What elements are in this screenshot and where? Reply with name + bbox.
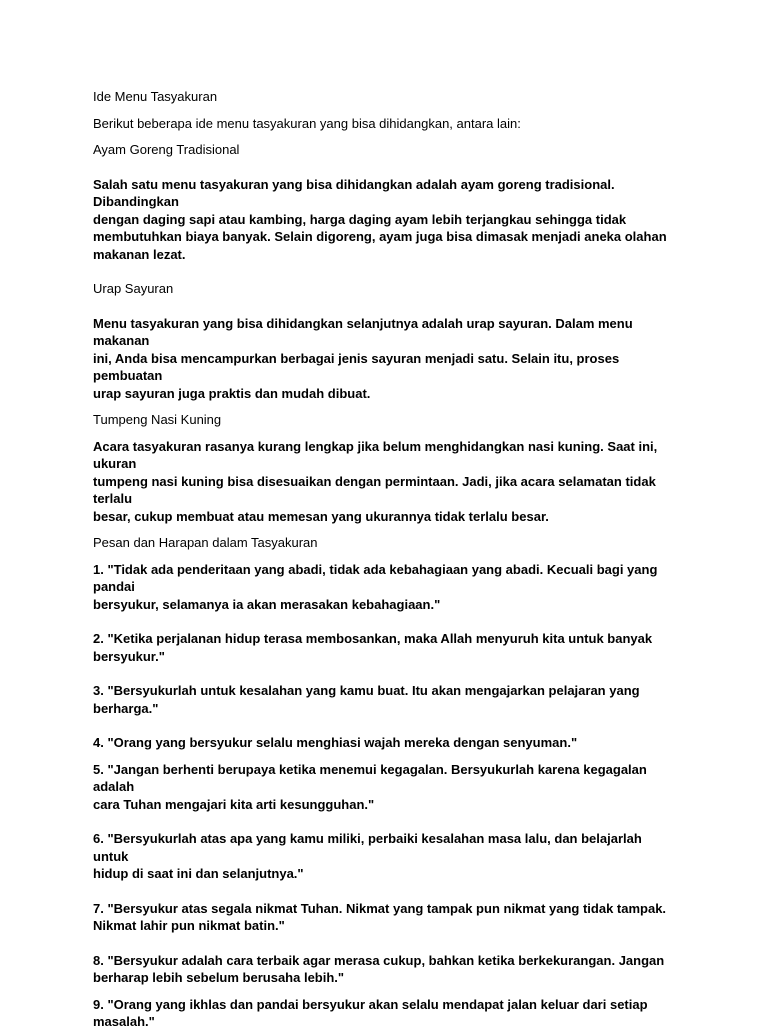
section-body-tumpeng: Acara tasyakuran rasanya kurang lengkap jika belum menghidangkan nasi kuning. Saat ini, ukuran tumpeng nasi kuning bisa disesuaikan dengan permintaan. Jadi, jika acara selamatan tidak terlalu besar, cukup membuat atau memesan yang ukurannya tidak terlalu besar. [93,438,658,524]
message-item-9: 9. "Orang yang ikhlas dan pandai bersyukur akan selalu mendapat jalan keluar dari setiap masalah." [93,996,648,1029]
section-heading-ayam-goreng: Ayam Goreng Tradisional [93,142,240,157]
message-item-1: 1. "Tidak ada penderitaan yang abadi, tidak ada kebahagiaan yang abadi. Kecuali bagi yang pandai bersyukur, selamanya ia akan merasakan kebahagiaan." [93,561,658,612]
document-body [93,88,678,1031]
message-item-2: 2. "Ketika perjalanan hidup terasa membosankan, maka Allah menyuruh kita untuk banyak bersyukur." [93,631,653,664]
intro-paragraph: Berikut beberapa ide menu tasyakuran yang bisa dihidangkan, antara lain: [93,115,521,131]
message-item-8: 8. "Bersyukur adalah cara terbaik agar merasa cukup, bahkan ketika berkekurangan. Jangan berharap lebih sebelum berusaha lebih." [93,952,665,985]
document-title: Ide Menu Tasyakuran [93,89,218,104]
message-item-7: 7. "Bersyukur atas segala nikmat Tuhan. Nikmat yang tampak pun nikmat yang tidak tampak. Nikmat lahir pun nikmat batin." [93,900,667,933]
messages-heading: Pesan dan Harapan dalam Tasyakuran [93,535,318,550]
message-item-6: 6. "Bersyukurlah atas apa yang kamu miliki, perbaiki kesalahan masa lalu, dan belajarlah untuk hidup di saat ini dan selanjutnya." [93,831,642,881]
section-heading-tumpeng: Tumpeng Nasi Kuning [93,412,222,427]
message-item-5: 5. "Jangan berhenti berupaya ketika menemui kegagalan. Bersyukurlah karena kegagalan adalah cara Tuhan mengajari kita arti kesungguhan." [93,761,647,812]
message-item-4: 4. "Orang yang bersyukur selalu menghiasi wajah mereka dengan senyuman." [93,735,578,750]
message-item-3: 3. "Bersyukurlah untuk kesalahan yang kamu buat. Itu akan mengajarkan pelajaran yang berharga." [93,683,640,716]
section-body-urap-sayuran: Menu tasyakuran yang bisa dihidangkan selanjutnya adalah urap sayuran. Dalam menu makanan ini, Anda bisa mencampurkan berbagai jenis sayuran menjadi satu. Selain itu, proses pembuatan urap sayuran juga praktis dan mudah dibuat. [93,315,633,401]
section-body-ayam-goreng: Salah satu menu tasyakuran yang bisa dihidangkan adalah ayam goreng tradisional. Dibandingkan dengan daging sapi atau kambing, harga daging ayam lebih terjangkau sehingga tidak membutuhkan biaya banyak. Selain digoreng, ayam juga bisa dimasak menjadi aneka olahan makanan lezat. [93,176,667,262]
section-heading-urap-sayuran: Urap Sayuran [93,281,174,296]
